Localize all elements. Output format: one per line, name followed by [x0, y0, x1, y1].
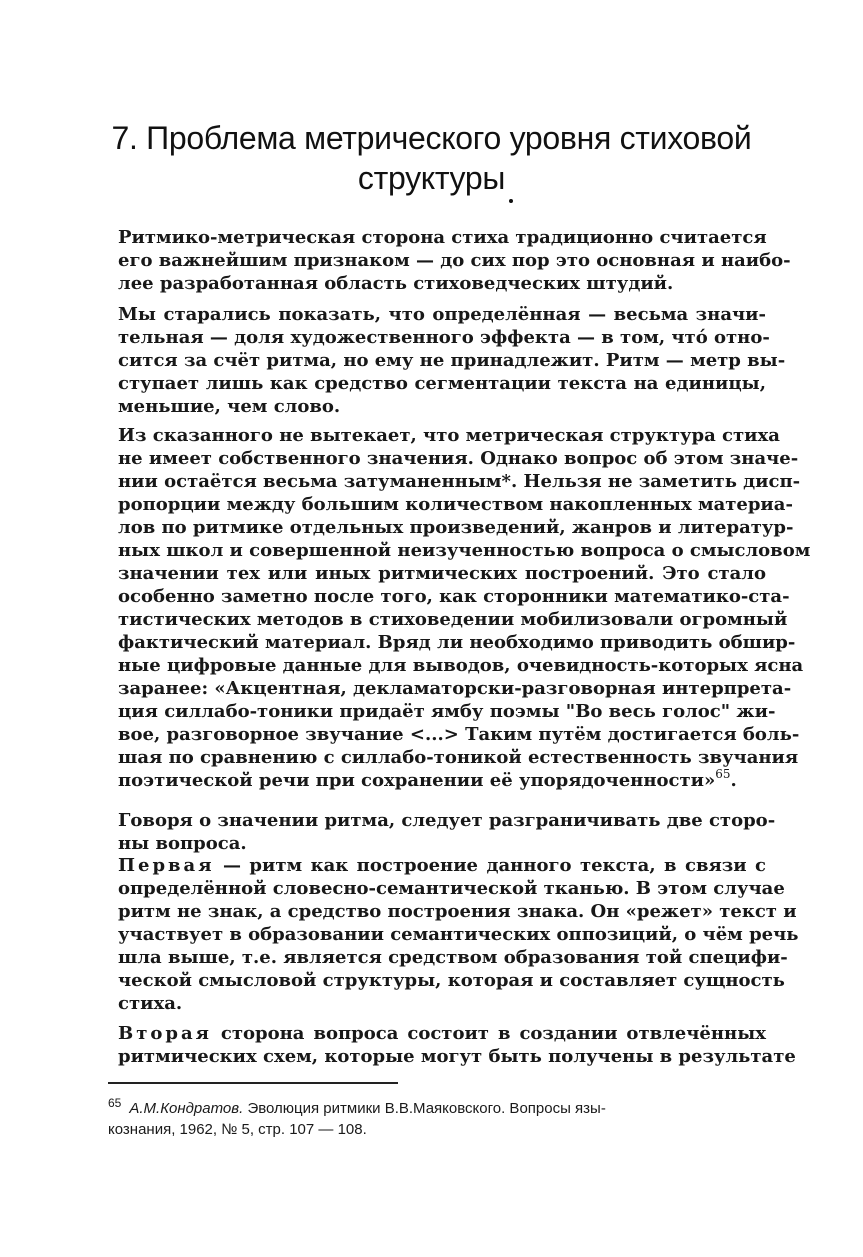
footnote-separator [108, 1082, 398, 1084]
paragraph-2 [118, 303, 786, 418]
text-line: значении тех или иных ритмических построений. Это стало [118, 563, 766, 584]
chapter-title-line-1: 7. Проблема метрического уровня стиховой [111, 120, 752, 156]
text-line: не имеет собственного значения. Однако вопрос об этом значе- [118, 448, 799, 469]
text-line: нии остаётся весьма затуманенным*. Нельзя не заметить дисп- [118, 471, 801, 492]
text-line: вое, разговорное звучание <...> Таким путём достигается боль- [118, 724, 800, 745]
lead-word: Вторая [118, 1023, 212, 1044]
text-line: Ритмико-метрическая сторона стиха традиционно считается [118, 227, 767, 248]
text-line: ступает лишь как средство сегментации текста на единицы, [118, 373, 766, 394]
lead-word: Первая [118, 855, 215, 876]
text-line: ция силлабо-тоники придаёт ямбу поэмы "Во весь голос" жи- [118, 701, 776, 722]
text-line: заранее: «Акцентная, декламаторски-разговорная интерпрета- [118, 678, 792, 699]
text-line: его важнейшим признаком — до сих пор это основная и наибо- [118, 250, 791, 271]
text-line [118, 1022, 766, 1045]
text-line: Говоря о значении ритма, следует разграничивать две сторо- [118, 810, 776, 831]
text-line: шая по сравнению с силлабо-тоникой естественность звучания [118, 747, 799, 768]
footnote-source: Эволюция ритмики В.В.Маяковского. Вопросы язы- [243, 1100, 606, 1117]
chapter-title-line-2: структуры [357, 160, 506, 196]
text-line-content: поэтической речи при сохранении её упорядоченности» [118, 770, 716, 791]
paragraph-5 [118, 854, 799, 1015]
footnote [108, 1093, 766, 1140]
text-line: лее разработанная область стиховедческих штудий. [118, 273, 674, 294]
text-line [118, 854, 766, 877]
text-line: определённой словесно-семантической тканью. В этом случае [118, 878, 785, 899]
footnote-line [108, 1093, 766, 1119]
paragraph-1 [118, 226, 791, 295]
text-line: ропорции между большим количеством накопленных материа- [118, 494, 793, 515]
text-line: ны вопроса. [118, 833, 247, 854]
footnote-author: А.М.Кондратов. [129, 1100, 244, 1117]
text-line: ческой смысловой структуры, которая и составляет сущность [118, 970, 785, 991]
text-line: Мы старались показать, что определённая — весьма значи- [118, 304, 766, 325]
print-speck [509, 199, 513, 203]
footnote-ref: 65 [715, 767, 731, 781]
text-line: сится за счёт ритма, но ему не принадлежит. Ритм — метр вы- [118, 350, 786, 371]
end-punctuation: . [730, 770, 737, 791]
text-line: фактический материал. Вряд ли необходимо приводить обшир- [118, 632, 796, 653]
text-line-content: сторона вопроса состоит в создании отвлечённых [211, 1023, 766, 1044]
text-line: ных школ и совершенной неизученностью вопроса о смысловом [118, 540, 811, 561]
text-line: стиха. [118, 993, 183, 1014]
text-line [118, 769, 766, 792]
text-line: тельная — доля художественного эффекта — в том, что́ отно- [118, 327, 770, 348]
text-line: ные цифровые данные для выводов, очевидность-которых ясна [118, 655, 804, 676]
footnote-number: 65 [108, 1096, 122, 1110]
text-line: лов по ритмике отдельных произведений, жанров и литератур- [118, 517, 794, 538]
text-line: шла выше, т.е. является средством образования той специфи- [118, 947, 788, 968]
text-line: ритм не знак, а средство построения знака. Он «режет» текст и [118, 901, 797, 922]
paragraph-3 [118, 424, 811, 792]
paragraph-4 [118, 809, 776, 855]
text-line: участвует в образовании семантических оппозиций, о чём речь [118, 924, 799, 945]
text-line: особенно заметно после того, как сторонники математико-ста- [118, 586, 790, 607]
text-line: ритмических схем, которые могут быть получены в результате [118, 1046, 796, 1067]
text-line: меньшие, чем слово. [118, 396, 341, 417]
footnote-line: кознания, 1962, № 5, стр. 107 — 108. [108, 1121, 367, 1138]
text-line: тистических методов в стиховедении мобилизовали огромный [118, 609, 788, 630]
text-line-content: — ритм как построение данного текста, в связи с [214, 855, 766, 876]
paragraph-6 [118, 1022, 796, 1068]
text-line: Из сказанного не вытекает, что метрическая структура стиха [118, 425, 780, 446]
